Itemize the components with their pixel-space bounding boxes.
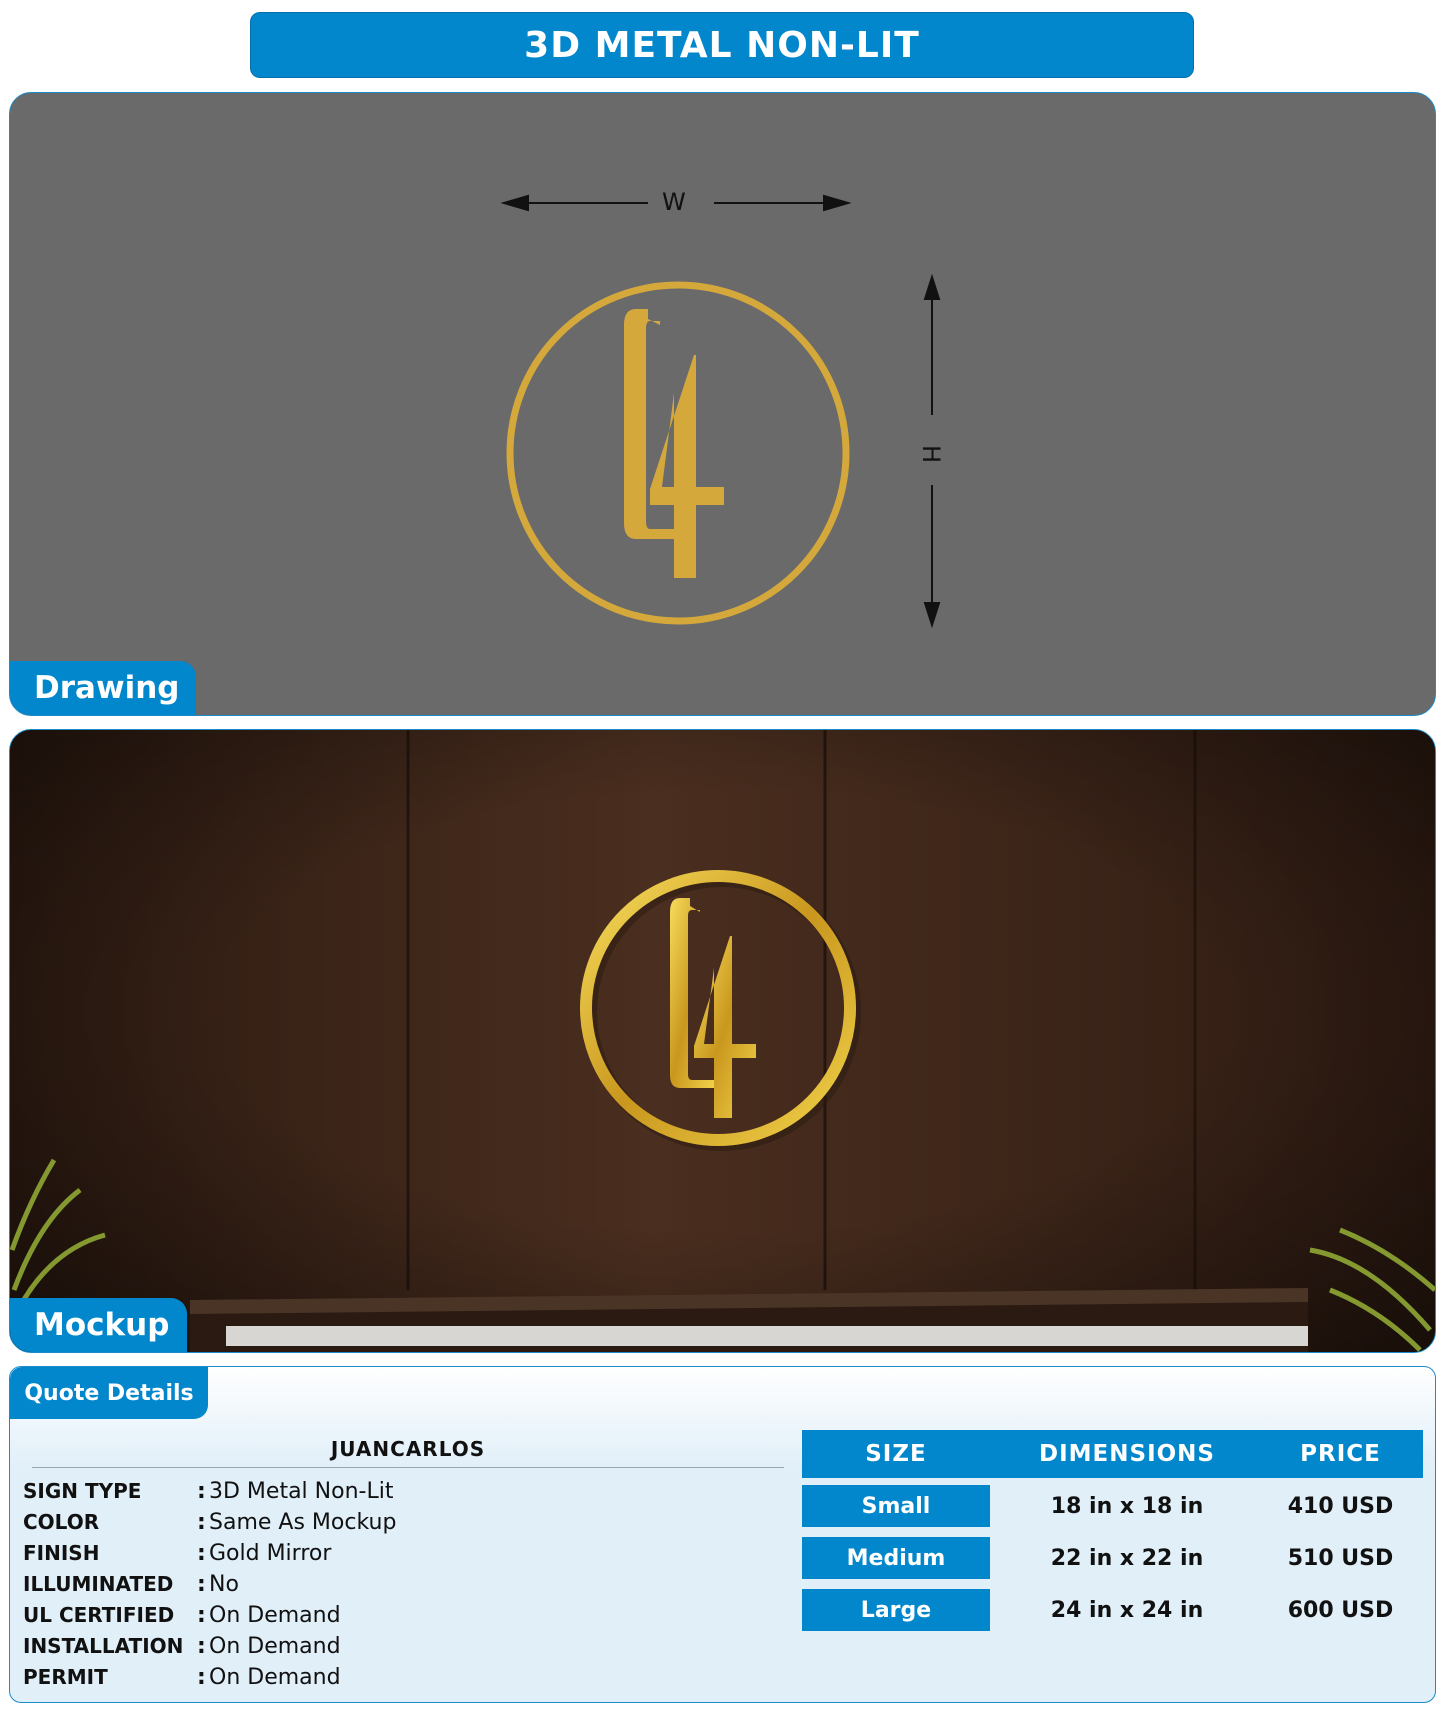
spec-colon: : bbox=[197, 1509, 206, 1535]
header-dimensions: DIMENSIONS bbox=[1039, 1441, 1215, 1467]
row-price: 510 USD bbox=[1287, 1545, 1394, 1571]
row-dimensions: 18 in x 18 in bbox=[1050, 1493, 1204, 1519]
mockup-tab[interactable]: Mockup bbox=[10, 1298, 187, 1352]
spec-label: FINISH bbox=[23, 1541, 100, 1565]
spec-value: No bbox=[209, 1571, 239, 1597]
row-dimensions: 24 in x 24 in bbox=[1050, 1597, 1204, 1623]
spec-row-illuminated bbox=[23, 1569, 239, 1599]
spec-label: PERMIT bbox=[23, 1665, 108, 1689]
width-label: W bbox=[662, 188, 686, 216]
spec-colon: : bbox=[197, 1602, 206, 1628]
drawing-canvas bbox=[10, 93, 1436, 716]
spec-label: COLOR bbox=[23, 1510, 100, 1534]
row-price: 600 USD bbox=[1287, 1597, 1394, 1623]
table-row bbox=[802, 1589, 1423, 1631]
sign-logo bbox=[510, 285, 846, 621]
spec-row-sign-type bbox=[23, 1476, 393, 1506]
row-dimensions: 22 in x 22 in bbox=[1050, 1545, 1204, 1571]
quote-details-tab[interactable]: Quote Details bbox=[10, 1367, 208, 1419]
quote-details-panel bbox=[9, 1366, 1436, 1703]
spec-colon: : bbox=[197, 1571, 206, 1597]
spec-colon: : bbox=[197, 1478, 206, 1504]
size-option-small[interactable]: Small bbox=[802, 1485, 990, 1527]
spec-colon: : bbox=[197, 1540, 206, 1566]
drawing-tab[interactable]: Drawing bbox=[10, 661, 196, 715]
spec-value: On Demand bbox=[209, 1664, 341, 1690]
table-row bbox=[802, 1537, 1423, 1579]
customer-name: JUANCARLOS bbox=[32, 1437, 784, 1468]
spec-value: On Demand bbox=[209, 1633, 341, 1659]
spec-label: UL CERTIFIED bbox=[23, 1603, 175, 1627]
table-row bbox=[802, 1485, 1423, 1527]
price-table-header bbox=[802, 1430, 1423, 1478]
spec-label: ILLUMINATED bbox=[23, 1572, 174, 1596]
spec-value: Same As Mockup bbox=[209, 1509, 397, 1535]
header-size: SIZE bbox=[865, 1441, 927, 1467]
spec-label: INSTALLATION bbox=[23, 1634, 184, 1658]
spec-row-ul-certified bbox=[23, 1600, 341, 1630]
mockup-panel bbox=[9, 729, 1436, 1353]
header-price: PRICE bbox=[1300, 1441, 1381, 1467]
spec-value: 3D Metal Non-Lit bbox=[209, 1478, 394, 1504]
page-title: 3D METAL NON-LIT bbox=[250, 12, 1194, 78]
row-price: 410 USD bbox=[1287, 1493, 1394, 1519]
spec-row-permit bbox=[23, 1662, 341, 1692]
spec-colon: : bbox=[197, 1633, 206, 1659]
spec-colon: : bbox=[197, 1664, 206, 1690]
spec-row-finish bbox=[23, 1538, 331, 1568]
spec-value: On Demand bbox=[209, 1602, 341, 1628]
drawing-panel bbox=[9, 92, 1436, 716]
spec-row-color bbox=[23, 1507, 396, 1537]
spec-value: Gold Mirror bbox=[209, 1540, 332, 1566]
size-option-large[interactable]: Large bbox=[802, 1589, 990, 1631]
spec-label: SIGN TYPE bbox=[23, 1479, 142, 1503]
spec-row-installation bbox=[23, 1631, 341, 1661]
height-label: H bbox=[917, 444, 946, 464]
size-option-medium[interactable]: Medium bbox=[802, 1537, 990, 1579]
mockup-image bbox=[10, 730, 1436, 1353]
